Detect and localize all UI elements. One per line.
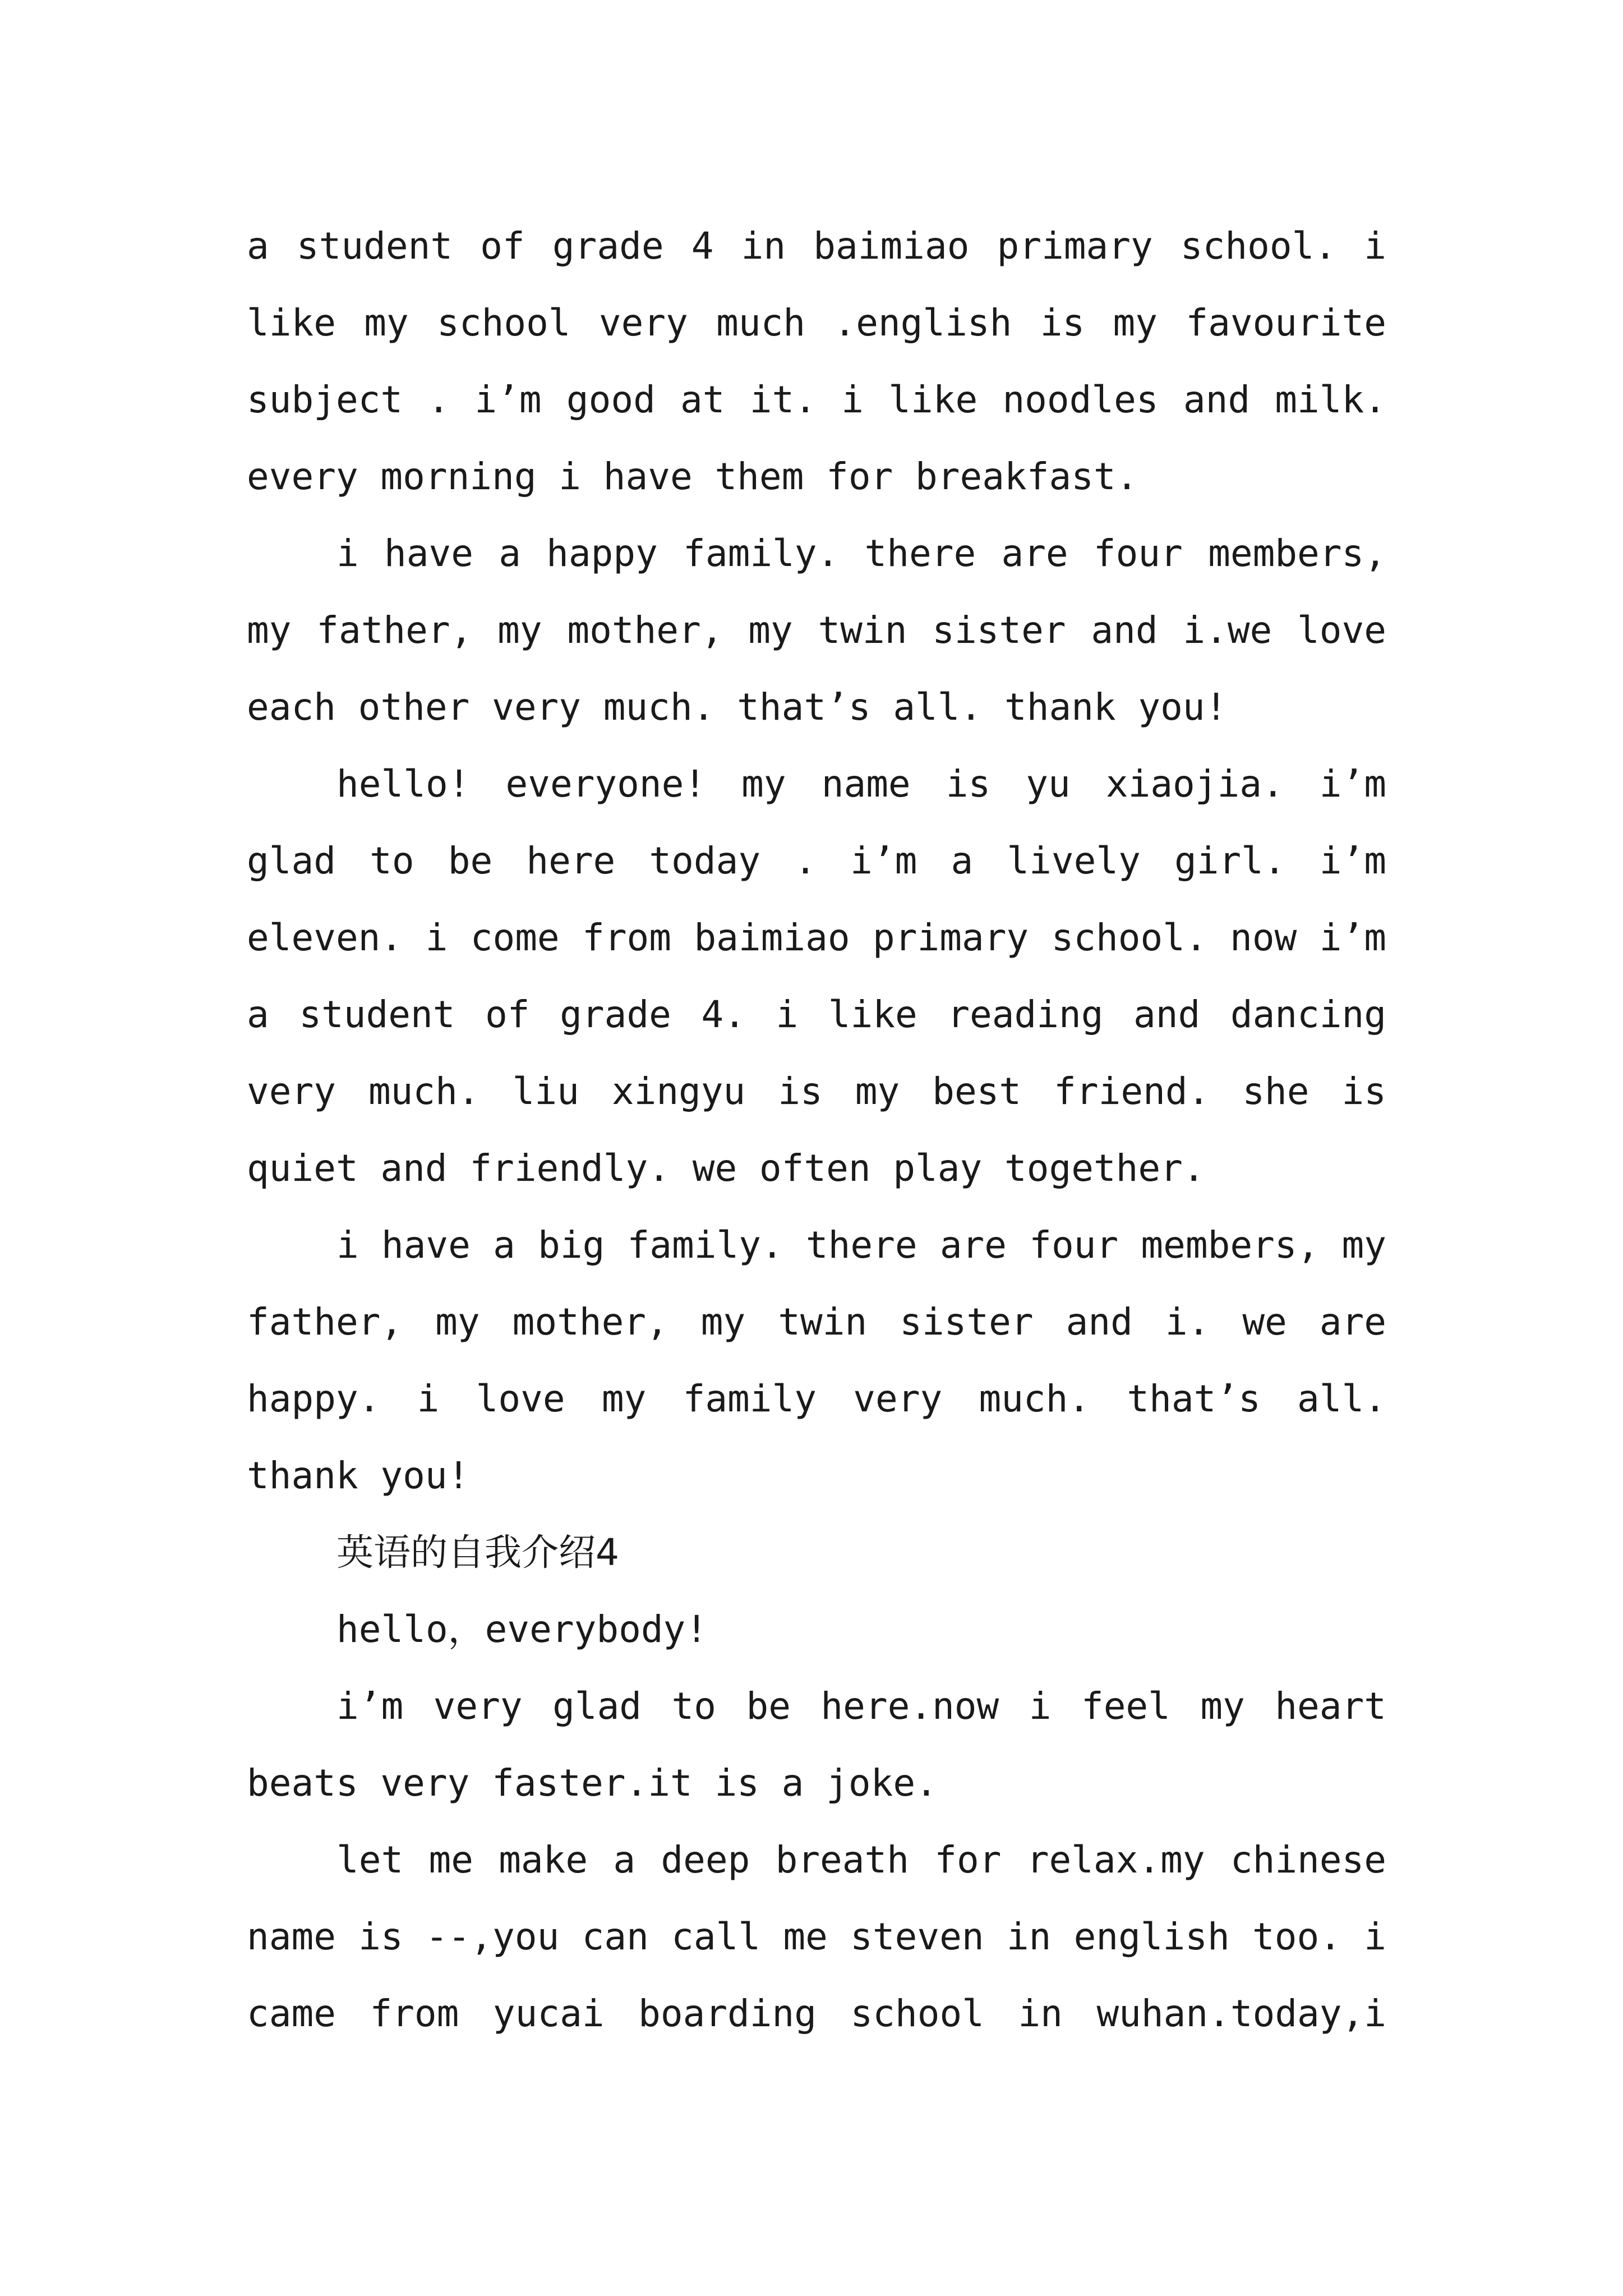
text-line: happy. i love my family very much. that’s all.	[247, 1377, 1386, 1420]
text-line: every morning i have them for breakfast.	[247, 455, 1138, 498]
text-line: eleven. i come from baimiao primary school. now i’m	[247, 916, 1386, 959]
text-line: father, my mother, my twin sister and i. we are	[247, 1300, 1386, 1343]
body-text	[247, 208, 1386, 2052]
text-line: let me make a deep breath for relax.my chinese	[336, 1838, 1386, 1881]
text-line: subject . i’m good at it. i like noodles and milk.	[247, 378, 1386, 421]
text-line: hello，everybody!	[336, 1608, 708, 1651]
text-line: name is --,you can call me steven in english too. i	[247, 1915, 1386, 1958]
text-line: a student of grade 4. i like reading and dancing	[247, 993, 1386, 1036]
text-line: a student of grade 4 in baimiao primary school. i	[247, 224, 1386, 268]
text-line: came from yucai boarding school in wuhan.today,i	[247, 1992, 1386, 2035]
text-line: i’m very glad to be here.now i feel my heart	[336, 1685, 1386, 1728]
text-line: thank you!	[247, 1454, 470, 1497]
section-heading: 英语的自我介绍4	[336, 1531, 619, 1574]
text-line: like my school very much .english is my favourite	[247, 301, 1386, 344]
text-line: i have a happy family. there are four members,	[336, 532, 1386, 575]
text-line: beats very faster.it is a joke.	[247, 1761, 938, 1805]
text-line: my father, my mother, my twin sister and i.we love	[247, 609, 1386, 652]
text-line: glad to be here today . i’m a lively girl. i’m	[247, 839, 1386, 882]
text-line: very much. liu xingyu is my best friend. she is	[247, 1070, 1386, 1113]
text-line: i have a big family. there are four members, my	[336, 1223, 1386, 1267]
text-line: each other very much. that’s all. thank you!	[247, 685, 1228, 729]
text-line: hello! everyone! my name is yu xiaojia. i’m	[336, 762, 1386, 806]
text-line: quiet and friendly. we often play together.	[247, 1147, 1205, 1190]
